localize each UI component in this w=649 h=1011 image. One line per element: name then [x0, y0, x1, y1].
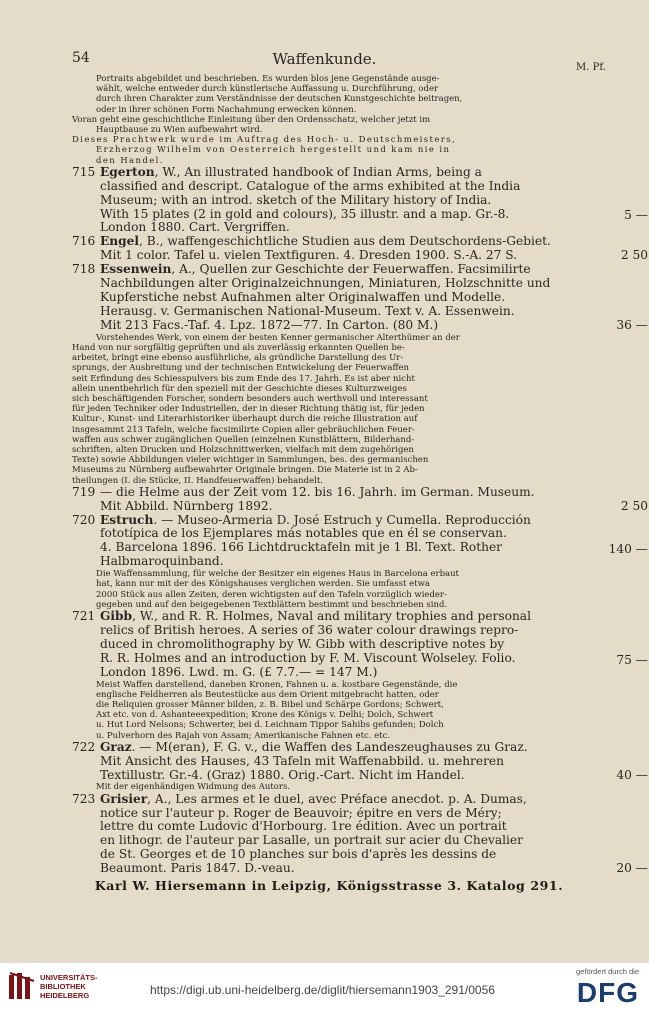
- entry-price: 2 50: [620, 498, 648, 513]
- entry-note: insgesammt 213 Tafeln, welche facsimilirte Copien aller gebräuchlichen Feuer-: [72, 424, 415, 435]
- entry-text: 4. Barcelona 1896. 166 Lichtdrucktafeln mit je 1 Bl. Text. Rother: [100, 540, 503, 555]
- funder-caption: gefördert durch die: [576, 967, 639, 976]
- entry-text: Herausg. v. Germanischen National-Museum. Text v. A. Essenwein.: [100, 303, 515, 318]
- catalog-entry: [72, 512, 648, 610]
- entry-text: , W., and R. R. Holmes, Naval and military trophies and personal: [132, 609, 531, 623]
- intro-line: Portraits abgebildet und beschrieben. Es wurden blos jene Gegenstände ausge-: [96, 74, 440, 84]
- publisher-footer: Karl W. Hiersemann in Leipzig, Königsstrasse 3. Katalog 291.: [94, 878, 564, 894]
- entry-price: 36 —: [616, 317, 648, 332]
- entry-note: Mit der eigenhändigen Widmung des Autors.: [96, 782, 291, 793]
- entry-text: duced in chromolithography by W. Gibb with descriptive notes by: [100, 636, 505, 651]
- entry-number: 716: [72, 234, 96, 249]
- entry-note: Die Waffensammlung, für welche der Besitzer ein eigenes Haus in Barcelona erbaut: [96, 569, 459, 580]
- page-title: Waffenkunde.: [272, 50, 377, 68]
- intro-line: Erzherzog Wilhelm von Oesterreich hergestellt und kam nie in: [96, 145, 451, 156]
- entry-author: Egerton: [100, 164, 155, 179]
- entry-number: 720: [72, 512, 96, 527]
- entry-note: arbeitet, bringt eine ebenso ausführliche, als gründliche Darstellung des Ur-: [72, 353, 404, 364]
- entry-text: Beaumont. Paris 1847. D.-veau.: [100, 861, 295, 876]
- entry-author: Graz: [100, 739, 132, 754]
- entry-text: , A., Quellen zur Geschichte der Feuerwaffen. Facsimilirte: [171, 262, 531, 277]
- intro-line: den Handel.: [96, 155, 164, 166]
- entry-note: gegeben und auf den beigegebenen Textblättern bestimmt und beschrieben sind.: [96, 599, 448, 610]
- entry-number: 718: [72, 262, 96, 277]
- entry-text: en lithogr. de l'auteur par Lasalle, un portrait sur acier du Chevalier: [100, 833, 523, 848]
- entry-text: Halbmaroquinband.: [100, 554, 224, 569]
- entry-number: 719: [72, 484, 96, 499]
- entry-note: die Reliquien grosser Männer bilden, z. B. Bibel und Schärpe Gordons; Schwert,: [96, 699, 444, 710]
- viewer-bar: [0, 962, 649, 1011]
- intro-line: oder in ihrer schönen Form Nachahmung erwecken können.: [96, 104, 357, 115]
- library-logo-icon[interactable]: [8, 971, 36, 1001]
- entry-text: Mit Ansicht des Hauses, 43 Tafeln mit Waffenabbild. u. mehreren: [100, 753, 504, 768]
- catalog-body: [72, 74, 648, 894]
- catalog-entry: [72, 791, 648, 876]
- entry-text: relics of British heroes. A series of 36 water colour drawings repro-: [100, 622, 519, 637]
- entry-text: With 15 plates (2 in gold and colours), 35 illustr. and a map. Gr.-8.: [100, 206, 510, 221]
- entry-note: schriften, alten Drucken und Holzschnittwerken, vielfach mit dem zugehörigen: [72, 444, 414, 455]
- entry-note: Museums zu Nürnberg aufbewahrter Originale bringen. Die Materie ist in 2 Ab-: [72, 465, 418, 476]
- page-number: 54: [72, 50, 90, 66]
- entry-author: Essenwein: [100, 262, 172, 277]
- entry-text: , B., waffengeschichtliche Studien aus dem Deutschordens-Gebiet.: [139, 234, 551, 249]
- entry-price: 75 —: [616, 652, 648, 667]
- intro-line: Voran geht eine geschichtliche Einleitung über den Ordensschatz, welcher jetzt im: [72, 114, 431, 125]
- entry-price: 2 50: [620, 248, 648, 263]
- entry-number: 722: [72, 739, 96, 754]
- intro-line: wählt, welche entweder durch künstlerische Auffassung u. Durchführung, oder: [96, 84, 439, 95]
- entry-text: classified and descript. Catalogue of the arms exhibited at the India: [100, 178, 521, 193]
- library-name[interactable]: UNIVERSITÄTS- BIBLIOTHEK HEIDELBERG: [40, 973, 98, 1000]
- entry-text: R. R. Holmes and an introduction by F. M. Viscount Wolseley. Folio.: [100, 650, 516, 665]
- entry-note: Vorstehendes Werk, von einem der besten Kenner germanischer Alterthümer an der: [96, 332, 460, 343]
- entry-text: Mit 1 color. Tafel u. vielen Textfiguren. 4. Dresden 1900. S.-A. 27 S.: [100, 248, 518, 263]
- entry-text: . — Museo-Armeria D. José Estruch y Cumella. Reproducción: [153, 512, 531, 527]
- catalog-entry: [72, 609, 648, 741]
- price-column-label: M. Pf.: [576, 62, 606, 73]
- entry-note: u. Pulverhorn des Rajah von Assam; Amerikanische Fahnen etc. etc.: [96, 730, 391, 741]
- entry-note: sich beschäftigenden Forscher, sondern besonders auch werthvoll und interessant: [72, 393, 428, 404]
- entry-text: London 1896. Lwd. m. G. (£ 7.7.— = 147 M.): [100, 664, 378, 679]
- entry-text: de St. Georges et de 10 planches sur bois d'après les dessins de: [100, 847, 497, 862]
- entry-text: — die Helme aus der Zeit vom 12. bis 16. Jahrh. im German. Museum.: [100, 484, 535, 499]
- catalog-entry: [72, 234, 648, 263]
- permalink-url[interactable]: https://digi.ub.uni-heidelberg.de/diglit/hiersemann1903_291/0056: [150, 983, 495, 997]
- entry-note: u. Hut Lord Nelsons; Schwerter, bei d. Leichnam Tippor Sahibs gefunden; Dolch: [96, 720, 444, 731]
- entry-note: Axt etc. von d. Ashanteeexpedition; Krone des Königs v. Delhi; Dolch, Schwert: [96, 710, 434, 721]
- entry-note: sprungs, der Ausbreitung und der technischen Entwickelung der Feuerwaffen: [72, 363, 409, 374]
- entry-note: englische Feldherren als Beutestücke aus dem Orient mitgebracht hatten, oder: [96, 689, 439, 700]
- entry-note: für jeden Techniker oder Industriellen, der in dieser Richtung thätig ist, für jeden: [72, 404, 425, 415]
- intro-line: Dieses Prachtwerk wurde im Auftrag des Hoch- u. Deutschmeisters,: [72, 135, 457, 146]
- entry-text: Mit 213 Facs.-Taf. 4. Lpz. 1872—77. In Carton. (80 M.): [100, 317, 439, 332]
- entry-price: 140 —: [608, 542, 648, 557]
- entry-note: waffen aus schwer zugänglichen Quellen (einzelnen Kunstblättern, Bilderhand-: [72, 434, 415, 445]
- entry-text: Kupferstiche nebst Aufnahmen alter Originalwaffen und Modelle.: [100, 289, 506, 304]
- entry-author: Gibb: [100, 609, 133, 623]
- entry-text: Nachbildungen alter Originalzeichnungen, Miniaturen, Holzschnitte und: [100, 276, 551, 291]
- entry-number: 715: [72, 164, 96, 179]
- entry-text: notice sur l'auteur p. Roger de Beauvoir; épitre en vers de Méry;: [100, 805, 502, 820]
- entry-note: 2000 Stück aus allen Zeiten, deren wichtigsten auf den Tafeln vorzüglich wieder-: [96, 589, 447, 600]
- entry-price: 20 —: [616, 861, 648, 876]
- entry-text: lettre du comte Ludovic d'Horbourg. 1re édition. Avec un portrait: [100, 819, 507, 834]
- entry-note: Texte) sowie Abbildungen vieler wichtiger in Sammlungen, bes. des germanischen: [72, 455, 429, 466]
- entry-note: theilungen (I. die Stücke, II. Handfeuerwaffen) behandelt.: [72, 475, 323, 486]
- catalog-entry: [72, 262, 648, 486]
- entry-text: fototípica de los Ejemplares más notables que en él se conservan.: [100, 526, 507, 541]
- catalog-entry: [72, 484, 648, 514]
- entry-note: Kultur-, Kunst- und Literarhistoriker überhaupt durch die reiche Illustration auf: [72, 414, 418, 425]
- entry-text: , W., An illustrated handbook of Indian Arms, being a: [154, 164, 482, 179]
- entry-author: Grisier: [100, 791, 148, 806]
- entry-author: Estruch: [100, 512, 154, 527]
- entry-text: Museum; with an introd. sketch of the Military history of India.: [100, 192, 492, 207]
- entry-note: hat, kann nur mit der des Königshauses verglichen werden. Sie umfasst etwa: [96, 579, 430, 590]
- entry-text: . — M(eran), F. G. v., die Waffen des Landeszeughauses zu Graz.: [131, 739, 528, 754]
- entry-text: Textillustr. Gr.-4. (Graz) 1880. Orig.-Cart. Nicht im Handel.: [100, 767, 465, 782]
- entry-note: allein unentbehrlich für den speziell mit der Geschichte dieses Kulturzweiges: [72, 383, 407, 394]
- intro-line: Hauptbause zu Wien aufbewahrt wird.: [96, 125, 263, 136]
- entry-price: 5 —: [624, 208, 648, 223]
- catalog-entry: [72, 739, 648, 793]
- entry-author: Engel: [100, 234, 140, 249]
- entry-note: Hand von nur sorgfältig geprüften und als zuverlässig erkannten Quellen be-: [72, 342, 405, 353]
- dfg-logo[interactable]: DFG: [576, 977, 639, 1008]
- entry-note: Meist Waffen darstellend, daneben Kronen, Fahnen u. a. kostbare Gegenstände, die: [96, 679, 458, 690]
- entry-text: London 1880. Cart. Vergriffen.: [100, 220, 290, 235]
- entry-note: seit Erfindung des Schiesspulvers bis zum Ende des 17. Jahrh. Es ist aber nicht: [72, 373, 415, 384]
- entry-text: , A., Les armes et le duel, avec Préface anecdot. p. A. Dumas,: [147, 791, 527, 806]
- entry-number: 721: [72, 609, 96, 623]
- entry-text: Mit Abbild. Nürnberg 1892.: [100, 498, 273, 513]
- catalog-entry: [72, 164, 648, 236]
- entry-number: 723: [72, 791, 96, 806]
- intro-line: durch ihren Charakter zum Verständnisse der deutschen Kunstgeschichte beitragen,: [96, 94, 463, 105]
- entry-price: 40 —: [616, 767, 648, 782]
